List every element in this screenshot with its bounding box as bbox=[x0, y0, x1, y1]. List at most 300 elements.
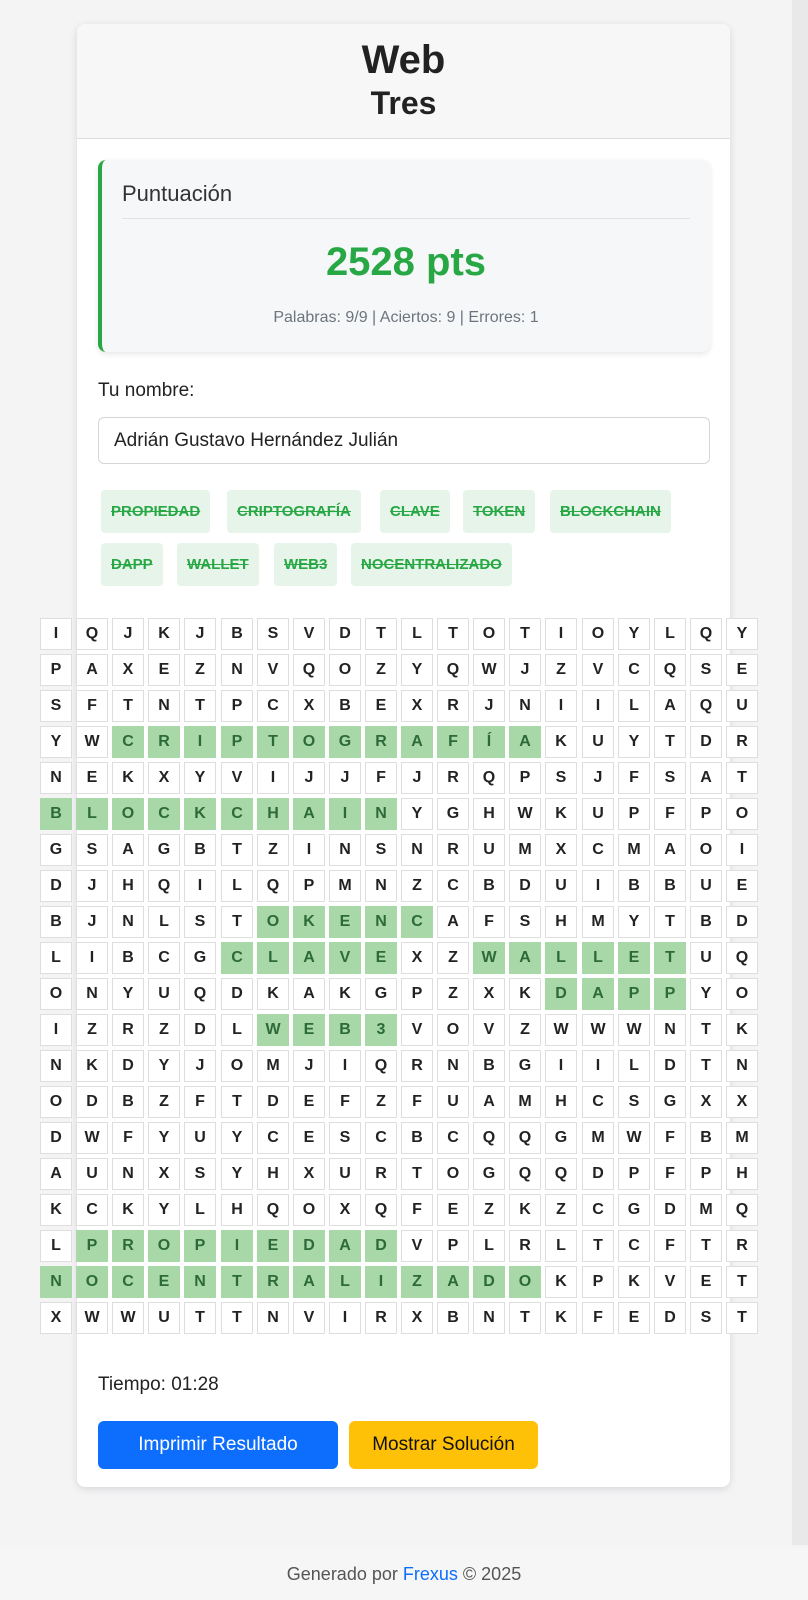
grid-cell[interactable]: P bbox=[690, 1158, 722, 1190]
grid-cell[interactable]: I bbox=[582, 1050, 614, 1082]
grid-cell[interactable]: I bbox=[329, 798, 361, 830]
grid-cell[interactable]: D bbox=[365, 1230, 397, 1262]
grid-cell[interactable]: T bbox=[726, 1266, 758, 1298]
grid-cell[interactable]: K bbox=[509, 978, 541, 1010]
grid-cell[interactable]: A bbox=[473, 1086, 505, 1118]
grid-cell[interactable]: N bbox=[401, 834, 433, 866]
grid-cell[interactable]: T bbox=[437, 618, 469, 650]
grid-cell[interactable]: L bbox=[184, 1194, 216, 1226]
grid-cell[interactable]: S bbox=[509, 906, 541, 938]
grid-cell[interactable]: B bbox=[690, 906, 722, 938]
grid-cell[interactable]: K bbox=[112, 762, 144, 794]
grid-cell[interactable]: O bbox=[437, 1158, 469, 1190]
grid-cell[interactable]: K bbox=[40, 1194, 72, 1226]
grid-cell[interactable]: E bbox=[329, 906, 361, 938]
grid-cell[interactable]: X bbox=[293, 1158, 325, 1190]
grid-cell[interactable]: W bbox=[545, 1014, 577, 1046]
grid-cell[interactable]: Y bbox=[221, 1122, 253, 1154]
grid-cell[interactable]: C bbox=[112, 726, 144, 758]
grid-cell[interactable]: B bbox=[437, 1302, 469, 1334]
grid-cell[interactable]: Q bbox=[473, 1122, 505, 1154]
grid-cell[interactable]: Y bbox=[618, 726, 650, 758]
grid-cell[interactable]: Z bbox=[545, 1194, 577, 1226]
grid-cell[interactable]: C bbox=[582, 834, 614, 866]
grid-cell[interactable]: T bbox=[690, 1050, 722, 1082]
grid-cell[interactable]: B bbox=[40, 906, 72, 938]
grid-cell[interactable]: P bbox=[509, 762, 541, 794]
grid-cell[interactable]: C bbox=[148, 942, 180, 974]
grid-cell[interactable]: W bbox=[582, 1014, 614, 1046]
grid-cell[interactable]: J bbox=[401, 762, 433, 794]
grid-cell[interactable]: Y bbox=[618, 906, 650, 938]
grid-cell[interactable]: E bbox=[618, 1302, 650, 1334]
grid-cell[interactable]: N bbox=[473, 1302, 505, 1334]
grid-cell[interactable]: Z bbox=[148, 1086, 180, 1118]
grid-cell[interactable]: I bbox=[329, 1302, 361, 1334]
grid-cell[interactable]: L bbox=[582, 942, 614, 974]
grid-cell[interactable]: J bbox=[509, 654, 541, 686]
grid-cell[interactable]: K bbox=[726, 1014, 758, 1046]
grid-cell[interactable]: G bbox=[473, 1158, 505, 1190]
grid-cell[interactable]: I bbox=[293, 834, 325, 866]
grid-cell[interactable]: P bbox=[293, 870, 325, 902]
grid-cell[interactable]: N bbox=[40, 762, 72, 794]
grid-cell[interactable]: Z bbox=[473, 1194, 505, 1226]
grid-cell[interactable]: X bbox=[148, 762, 180, 794]
grid-cell[interactable]: F bbox=[437, 726, 469, 758]
grid-cell[interactable]: X bbox=[401, 942, 433, 974]
grid-cell[interactable]: V bbox=[473, 1014, 505, 1046]
grid-cell[interactable]: P bbox=[618, 798, 650, 830]
grid-cell[interactable]: O bbox=[437, 1014, 469, 1046]
grid-cell[interactable]: D bbox=[184, 1014, 216, 1046]
grid-cell[interactable]: L bbox=[545, 1230, 577, 1262]
grid-cell[interactable]: G bbox=[40, 834, 72, 866]
grid-cell[interactable]: V bbox=[401, 1230, 433, 1262]
grid-cell[interactable]: L bbox=[473, 1230, 505, 1262]
grid-cell[interactable]: K bbox=[545, 1266, 577, 1298]
grid-cell[interactable]: L bbox=[654, 618, 686, 650]
grid-cell[interactable]: P bbox=[582, 1266, 614, 1298]
grid-cell[interactable]: A bbox=[437, 906, 469, 938]
grid-cell[interactable]: P bbox=[76, 1230, 108, 1262]
grid-cell[interactable]: L bbox=[401, 618, 433, 650]
grid-cell[interactable]: Y bbox=[221, 1158, 253, 1190]
grid-cell[interactable]: Y bbox=[148, 1194, 180, 1226]
grid-cell[interactable]: B bbox=[184, 834, 216, 866]
grid-cell[interactable]: S bbox=[690, 654, 722, 686]
grid-cell[interactable]: Q bbox=[654, 654, 686, 686]
grid-cell[interactable]: A bbox=[329, 1230, 361, 1262]
grid-cell[interactable]: B bbox=[112, 942, 144, 974]
grid-cell[interactable]: Z bbox=[437, 942, 469, 974]
grid-cell[interactable]: U bbox=[184, 1122, 216, 1154]
grid-cell[interactable]: L bbox=[40, 1230, 72, 1262]
grid-cell[interactable]: S bbox=[184, 1158, 216, 1190]
grid-cell[interactable]: Z bbox=[148, 1014, 180, 1046]
grid-cell[interactable]: N bbox=[257, 1302, 289, 1334]
grid-cell[interactable]: R bbox=[437, 834, 469, 866]
grid-cell[interactable]: I bbox=[365, 1266, 397, 1298]
grid-cell[interactable]: E bbox=[293, 1014, 325, 1046]
grid-cell[interactable]: O bbox=[221, 1050, 253, 1082]
grid-cell[interactable]: A bbox=[76, 654, 108, 686]
grid-cell[interactable]: G bbox=[365, 978, 397, 1010]
grid-cell[interactable]: D bbox=[221, 978, 253, 1010]
grid-cell[interactable]: K bbox=[545, 798, 577, 830]
grid-cell[interactable]: H bbox=[221, 1194, 253, 1226]
grid-cell[interactable]: T bbox=[401, 1158, 433, 1190]
grid-cell[interactable]: E bbox=[437, 1194, 469, 1226]
grid-cell[interactable]: V bbox=[293, 618, 325, 650]
grid-cell[interactable]: N bbox=[40, 1266, 72, 1298]
grid-cell[interactable]: S bbox=[76, 834, 108, 866]
grid-cell[interactable]: Q bbox=[509, 1122, 541, 1154]
grid-cell[interactable]: R bbox=[257, 1266, 289, 1298]
grid-cell[interactable]: A bbox=[509, 942, 541, 974]
grid-cell[interactable]: W bbox=[473, 654, 505, 686]
grid-cell[interactable]: K bbox=[148, 618, 180, 650]
grid-cell[interactable]: B bbox=[329, 1014, 361, 1046]
grid-cell[interactable]: P bbox=[690, 798, 722, 830]
grid-cell[interactable]: E bbox=[690, 1266, 722, 1298]
grid-cell[interactable]: J bbox=[582, 762, 614, 794]
show-solution-button[interactable]: Mostrar Solución bbox=[349, 1421, 538, 1469]
grid-cell[interactable]: C bbox=[112, 1266, 144, 1298]
grid-cell[interactable]: L bbox=[618, 690, 650, 722]
grid-cell[interactable]: D bbox=[509, 870, 541, 902]
grid-cell[interactable]: A bbox=[293, 798, 325, 830]
grid-cell[interactable]: R bbox=[401, 1050, 433, 1082]
grid-cell[interactable]: W bbox=[112, 1302, 144, 1334]
grid-cell[interactable]: C bbox=[221, 942, 253, 974]
grid-cell[interactable]: R bbox=[365, 726, 397, 758]
grid-cell[interactable]: D bbox=[112, 1050, 144, 1082]
grid-cell[interactable]: S bbox=[654, 762, 686, 794]
grid-cell[interactable]: H bbox=[112, 870, 144, 902]
grid-cell[interactable]: Y bbox=[184, 762, 216, 794]
grid-cell[interactable]: K bbox=[545, 1302, 577, 1334]
grid-cell[interactable]: Z bbox=[401, 1266, 433, 1298]
grid-cell[interactable]: F bbox=[618, 762, 650, 794]
grid-cell[interactable]: E bbox=[76, 762, 108, 794]
grid-cell[interactable]: D bbox=[654, 1194, 686, 1226]
grid-cell[interactable]: C bbox=[618, 1230, 650, 1262]
grid-cell[interactable]: O bbox=[40, 1086, 72, 1118]
grid-cell[interactable]: U bbox=[726, 690, 758, 722]
grid-cell[interactable]: V bbox=[257, 654, 289, 686]
grid-cell[interactable]: D bbox=[654, 1050, 686, 1082]
grid-cell[interactable]: B bbox=[40, 798, 72, 830]
grid-cell[interactable]: B bbox=[618, 870, 650, 902]
grid-cell[interactable]: M bbox=[329, 870, 361, 902]
grid-cell[interactable]: M bbox=[509, 834, 541, 866]
grid-cell[interactable]: K bbox=[618, 1266, 650, 1298]
grid-cell[interactable]: D bbox=[654, 1302, 686, 1334]
grid-cell[interactable]: H bbox=[545, 1086, 577, 1118]
grid-cell[interactable]: Q bbox=[184, 978, 216, 1010]
grid-cell[interactable]: E bbox=[148, 1266, 180, 1298]
grid-cell[interactable]: I bbox=[184, 726, 216, 758]
grid-cell[interactable]: T bbox=[726, 762, 758, 794]
grid-cell[interactable]: B bbox=[473, 1050, 505, 1082]
grid-cell[interactable]: R bbox=[726, 726, 758, 758]
grid-cell[interactable]: Y bbox=[148, 1122, 180, 1154]
grid-cell[interactable]: M bbox=[257, 1050, 289, 1082]
grid-cell[interactable]: K bbox=[509, 1194, 541, 1226]
grid-cell[interactable]: T bbox=[184, 690, 216, 722]
grid-cell[interactable]: F bbox=[654, 798, 686, 830]
grid-cell[interactable]: A bbox=[437, 1266, 469, 1298]
grid-cell[interactable]: L bbox=[148, 906, 180, 938]
grid-cell[interactable]: C bbox=[582, 1194, 614, 1226]
grid-cell[interactable]: N bbox=[365, 906, 397, 938]
grid-cell[interactable]: Y bbox=[401, 654, 433, 686]
grid-cell[interactable]: L bbox=[76, 798, 108, 830]
grid-cell[interactable]: Q bbox=[293, 654, 325, 686]
grid-cell[interactable]: I bbox=[582, 870, 614, 902]
grid-cell[interactable]: R bbox=[112, 1230, 144, 1262]
grid-cell[interactable]: N bbox=[148, 690, 180, 722]
grid-cell[interactable]: Z bbox=[437, 978, 469, 1010]
grid-cell[interactable]: Q bbox=[690, 618, 722, 650]
grid-cell[interactable]: B bbox=[473, 870, 505, 902]
grid-cell[interactable]: E bbox=[726, 870, 758, 902]
grid-cell[interactable]: S bbox=[618, 1086, 650, 1118]
grid-cell[interactable]: O bbox=[726, 978, 758, 1010]
grid-cell[interactable]: Z bbox=[365, 654, 397, 686]
grid-cell[interactable]: C bbox=[582, 1086, 614, 1118]
grid-cell[interactable]: C bbox=[257, 690, 289, 722]
grid-cell[interactable]: M bbox=[690, 1194, 722, 1226]
grid-cell[interactable]: D bbox=[293, 1230, 325, 1262]
grid-cell[interactable]: G bbox=[509, 1050, 541, 1082]
grid-cell[interactable]: O bbox=[726, 798, 758, 830]
grid-cell[interactable]: X bbox=[112, 654, 144, 686]
grid-cell[interactable]: U bbox=[76, 1158, 108, 1190]
grid-cell[interactable]: P bbox=[221, 726, 253, 758]
grid-cell[interactable]: W bbox=[257, 1014, 289, 1046]
grid-cell[interactable]: Y bbox=[690, 978, 722, 1010]
grid-cell[interactable]: R bbox=[509, 1230, 541, 1262]
grid-cell[interactable]: E bbox=[293, 1086, 325, 1118]
grid-cell[interactable]: T bbox=[690, 1230, 722, 1262]
grid-cell[interactable]: Z bbox=[257, 834, 289, 866]
grid-cell[interactable]: U bbox=[545, 870, 577, 902]
grid-cell[interactable]: Z bbox=[545, 654, 577, 686]
grid-cell[interactable]: V bbox=[221, 762, 253, 794]
grid-cell[interactable]: W bbox=[76, 1302, 108, 1334]
grid-cell[interactable]: H bbox=[473, 798, 505, 830]
grid-cell[interactable]: U bbox=[329, 1158, 361, 1190]
grid-cell[interactable]: T bbox=[654, 726, 686, 758]
grid-cell[interactable]: Z bbox=[509, 1014, 541, 1046]
grid-cell[interactable]: F bbox=[473, 906, 505, 938]
grid-cell[interactable]: O bbox=[40, 978, 72, 1010]
grid-cell[interactable]: D bbox=[76, 1086, 108, 1118]
grid-cell[interactable]: Í bbox=[473, 726, 505, 758]
grid-cell[interactable]: Y bbox=[148, 1050, 180, 1082]
grid-cell[interactable]: D bbox=[545, 978, 577, 1010]
grid-cell[interactable]: Q bbox=[726, 1194, 758, 1226]
grid-cell[interactable]: F bbox=[365, 762, 397, 794]
grid-cell[interactable]: E bbox=[618, 942, 650, 974]
grid-cell[interactable]: C bbox=[76, 1194, 108, 1226]
grid-cell[interactable]: P bbox=[401, 978, 433, 1010]
grid-cell[interactable]: U bbox=[690, 870, 722, 902]
grid-cell[interactable]: U bbox=[473, 834, 505, 866]
grid-cell[interactable]: V bbox=[293, 1302, 325, 1334]
grid-cell[interactable]: L bbox=[221, 870, 253, 902]
grid-cell[interactable]: V bbox=[329, 942, 361, 974]
grid-cell[interactable]: F bbox=[654, 1230, 686, 1262]
grid-cell[interactable]: X bbox=[690, 1086, 722, 1118]
grid-cell[interactable]: K bbox=[184, 798, 216, 830]
grid-cell[interactable]: 3 bbox=[365, 1014, 397, 1046]
grid-cell[interactable]: Q bbox=[148, 870, 180, 902]
grid-cell[interactable]: T bbox=[365, 618, 397, 650]
grid-cell[interactable]: N bbox=[365, 870, 397, 902]
grid-cell[interactable]: D bbox=[40, 870, 72, 902]
grid-cell[interactable]: P bbox=[618, 1158, 650, 1190]
grid-cell[interactable]: P bbox=[184, 1230, 216, 1262]
grid-cell[interactable]: F bbox=[654, 1158, 686, 1190]
grid-cell[interactable]: P bbox=[40, 654, 72, 686]
grid-cell[interactable]: L bbox=[40, 942, 72, 974]
grid-cell[interactable]: I bbox=[545, 618, 577, 650]
grid-cell[interactable]: T bbox=[582, 1230, 614, 1262]
grid-cell[interactable]: Y bbox=[726, 618, 758, 650]
grid-cell[interactable]: W bbox=[618, 1122, 650, 1154]
grid-cell[interactable]: F bbox=[76, 690, 108, 722]
grid-cell[interactable]: T bbox=[221, 1266, 253, 1298]
grid-cell[interactable]: O bbox=[329, 654, 361, 686]
grid-cell[interactable]: L bbox=[545, 942, 577, 974]
print-result-button[interactable]: Imprimir Resultado bbox=[98, 1421, 338, 1469]
grid-cell[interactable]: Q bbox=[545, 1158, 577, 1190]
grid-cell[interactable]: V bbox=[582, 654, 614, 686]
grid-cell[interactable]: N bbox=[112, 906, 144, 938]
grid-cell[interactable]: U bbox=[690, 942, 722, 974]
grid-cell[interactable]: O bbox=[257, 906, 289, 938]
grid-cell[interactable]: Q bbox=[437, 654, 469, 686]
grid-cell[interactable]: G bbox=[545, 1122, 577, 1154]
grid-cell[interactable]: L bbox=[329, 1266, 361, 1298]
grid-cell[interactable]: A bbox=[401, 726, 433, 758]
grid-cell[interactable]: A bbox=[293, 1266, 325, 1298]
grid-cell[interactable]: K bbox=[293, 906, 325, 938]
grid-cell[interactable]: O bbox=[76, 1266, 108, 1298]
grid-cell[interactable]: S bbox=[40, 690, 72, 722]
grid-cell[interactable]: J bbox=[293, 762, 325, 794]
grid-cell[interactable]: U bbox=[148, 1302, 180, 1334]
grid-cell[interactable]: Q bbox=[257, 870, 289, 902]
grid-cell[interactable]: H bbox=[257, 798, 289, 830]
grid-cell[interactable]: T bbox=[509, 1302, 541, 1334]
grid-cell[interactable]: K bbox=[545, 726, 577, 758]
grid-cell[interactable]: O bbox=[690, 834, 722, 866]
grid-cell[interactable]: F bbox=[401, 1194, 433, 1226]
grid-cell[interactable]: P bbox=[654, 978, 686, 1010]
grid-cell[interactable]: S bbox=[545, 762, 577, 794]
grid-cell[interactable]: Q bbox=[76, 618, 108, 650]
grid-cell[interactable]: C bbox=[365, 1122, 397, 1154]
grid-cell[interactable]: Y bbox=[618, 618, 650, 650]
grid-cell[interactable]: N bbox=[437, 1050, 469, 1082]
grid-cell[interactable]: T bbox=[509, 618, 541, 650]
grid-cell[interactable]: O bbox=[112, 798, 144, 830]
grid-cell[interactable]: U bbox=[582, 726, 614, 758]
grid-cell[interactable]: A bbox=[293, 942, 325, 974]
grid-cell[interactable]: R bbox=[148, 726, 180, 758]
grid-cell[interactable]: F bbox=[112, 1122, 144, 1154]
grid-cell[interactable]: X bbox=[40, 1302, 72, 1334]
grid-cell[interactable]: E bbox=[726, 654, 758, 686]
grid-cell[interactable]: C bbox=[437, 1122, 469, 1154]
grid-cell[interactable]: B bbox=[690, 1122, 722, 1154]
grid-cell[interactable]: Q bbox=[726, 942, 758, 974]
grid-cell[interactable]: K bbox=[329, 978, 361, 1010]
grid-cell[interactable]: C bbox=[221, 798, 253, 830]
grid-cell[interactable]: G bbox=[184, 942, 216, 974]
grid-cell[interactable]: Z bbox=[401, 870, 433, 902]
grid-cell[interactable]: T bbox=[221, 906, 253, 938]
grid-cell[interactable]: O bbox=[509, 1266, 541, 1298]
grid-cell[interactable]: Y bbox=[40, 726, 72, 758]
grid-cell[interactable]: G bbox=[618, 1194, 650, 1226]
grid-cell[interactable]: N bbox=[509, 690, 541, 722]
grid-cell[interactable]: N bbox=[654, 1014, 686, 1046]
grid-cell[interactable]: T bbox=[654, 942, 686, 974]
grid-cell[interactable]: Q bbox=[365, 1050, 397, 1082]
grid-cell[interactable]: J bbox=[76, 906, 108, 938]
grid-cell[interactable]: Q bbox=[257, 1194, 289, 1226]
grid-cell[interactable]: T bbox=[690, 1014, 722, 1046]
grid-cell[interactable]: U bbox=[437, 1086, 469, 1118]
grid-cell[interactable]: Q bbox=[473, 762, 505, 794]
grid-cell[interactable]: I bbox=[76, 942, 108, 974]
grid-cell[interactable]: R bbox=[437, 762, 469, 794]
grid-cell[interactable]: W bbox=[76, 1122, 108, 1154]
grid-cell[interactable]: I bbox=[257, 762, 289, 794]
grid-cell[interactable]: X bbox=[401, 1302, 433, 1334]
grid-cell[interactable]: O bbox=[148, 1230, 180, 1262]
grid-cell[interactable]: K bbox=[76, 1050, 108, 1082]
grid-cell[interactable]: D bbox=[257, 1086, 289, 1118]
grid-cell[interactable]: J bbox=[112, 618, 144, 650]
grid-cell[interactable]: R bbox=[437, 690, 469, 722]
grid-cell[interactable]: O bbox=[293, 1194, 325, 1226]
grid-cell[interactable]: I bbox=[726, 834, 758, 866]
grid-cell[interactable]: J bbox=[293, 1050, 325, 1082]
grid-cell[interactable]: R bbox=[365, 1158, 397, 1190]
grid-cell[interactable]: C bbox=[618, 654, 650, 686]
grid-cell[interactable]: Z bbox=[184, 654, 216, 686]
grid-cell[interactable]: V bbox=[654, 1266, 686, 1298]
grid-cell[interactable]: N bbox=[112, 1158, 144, 1190]
grid-cell[interactable]: X bbox=[473, 978, 505, 1010]
grid-cell[interactable]: I bbox=[221, 1230, 253, 1262]
grid-cell[interactable]: D bbox=[40, 1122, 72, 1154]
grid-cell[interactable]: T bbox=[726, 1302, 758, 1334]
grid-cell[interactable]: A bbox=[654, 690, 686, 722]
grid-cell[interactable]: R bbox=[365, 1302, 397, 1334]
grid-cell[interactable]: F bbox=[184, 1086, 216, 1118]
grid-cell[interactable]: Q bbox=[365, 1194, 397, 1226]
grid-cell[interactable]: M bbox=[582, 1122, 614, 1154]
grid-cell[interactable]: B bbox=[329, 690, 361, 722]
grid-cell[interactable]: L bbox=[618, 1050, 650, 1082]
